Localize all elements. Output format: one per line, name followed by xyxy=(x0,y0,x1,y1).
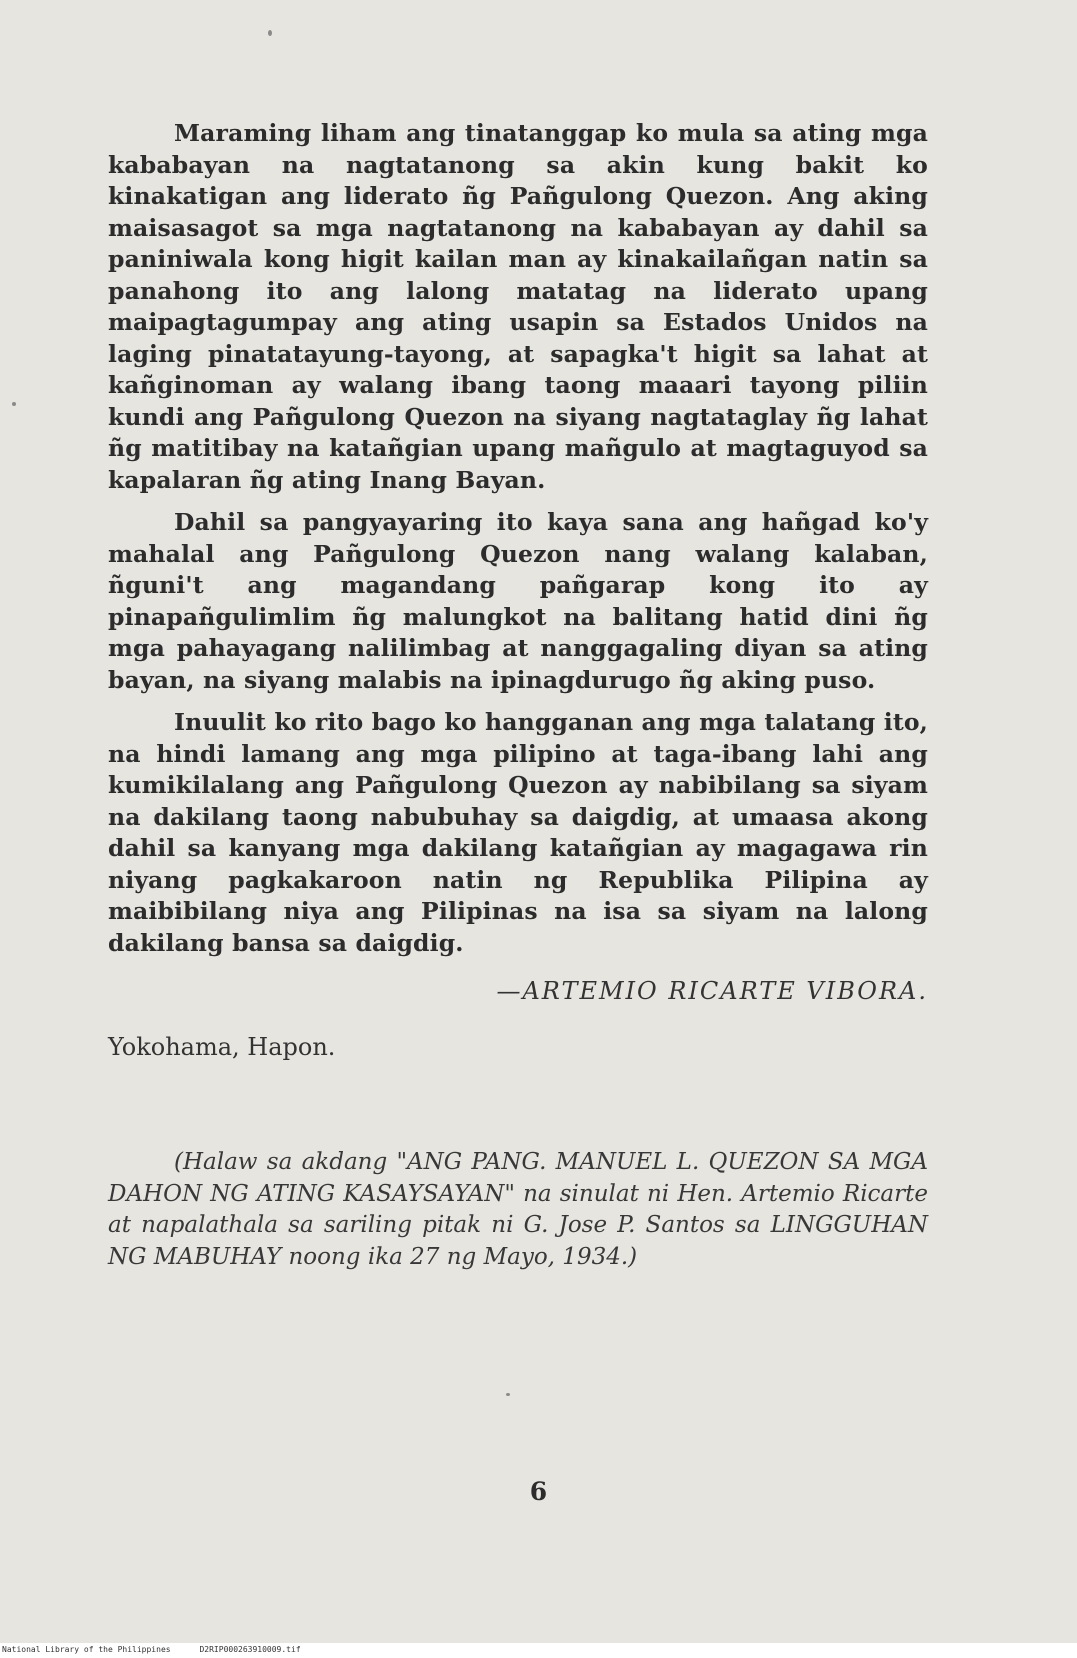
author-signature: —ARTEMIO RICARTE VIBORA. xyxy=(496,977,928,1005)
footer-file-id: D2RIP000263910009.tif xyxy=(199,1645,301,1654)
text-body xyxy=(108,118,928,1273)
paragraph-3: Inuulit ko rito bago ko hangganan ang mga talatang ito, na hindi lamang ang mga pilipino at taga-ibang lahi ang kumikilalang ang Pañgulong Quezon ay nabibilang sa siyam na dakilang taong nabubuhay sa daigdig, at umaasa akong dahil sa kanyang mga dakilang katañgian ay magagawa rin niyang pagkakaroon natin ng Republika Pilipina ay maibibilang niya ang Pilipinas na isa sa siyam na lalong dakilang bansa sa daigdig. xyxy=(108,708,928,957)
paragraph-1: Maraming liham ang tinatanggap ko mula sa ating mga kababayan na nagtatanong sa akin kung bakit ko kinakatigan ang liderato ñg Pañgulong Quezon. Ang aking maisasagot sa mga nagtatanong na kababayan ay dahil sa paniniwala kong higit kailan man ay kinakailañgan natin sa panahong ito ang lalong matatag na liderato upang maipagtagumpay ang ating usapin sa Estados Unidos na laging pinatatayung-tayong, at sapagka't higit sa lahat at kañginoman ay walang ibang taong maaari tayong piliin kundi ang Pañgulong Quezon na siyang nagtataglay ñg lahat ñg matitibay na katañgian upang mañgulo at magtaguyod sa kapalaran ñg ating Inang Bayan. xyxy=(108,119,928,494)
paragraph-2: Dahil sa pangyayaring ito kaya sana ang hañgad ko'y mahalal ang Pañgulong Quezon nang walang kalaban, ñguni't ang magandang pañgarap kong ito ay pinapañgulimlim ñg malungkot na balitang hatid dini ñg mga pahayagang nalilimbag at nanggagaling diyan sa ating bayan, na siyang malabis na ipinagdurugo ñg aking puso. xyxy=(108,508,928,694)
footer-library: National Library of the Philippines xyxy=(2,1645,171,1654)
source-note: (Halaw sa akdang "ANG PANG. MANUEL L. QUEZON SA MGA DAHON NG ATING KASAYSAYAN" na sinulat ni Hen. Artemio Ricarte at napalathala sa sariling pitak ni G. Jose P. Santos sa LINGGUHAN NG MABUHAY noong ika 27 ng Mayo, 1934.) xyxy=(108,1149,928,1270)
page-number: 6 xyxy=(529,1477,548,1506)
ink-speck xyxy=(506,1393,510,1396)
scan-footer xyxy=(0,1643,1077,1658)
footer-label xyxy=(2,1645,301,1654)
ink-speck xyxy=(268,30,272,36)
place-line: Yokohama, Hapon. xyxy=(108,1033,336,1061)
ink-speck xyxy=(12,402,16,406)
